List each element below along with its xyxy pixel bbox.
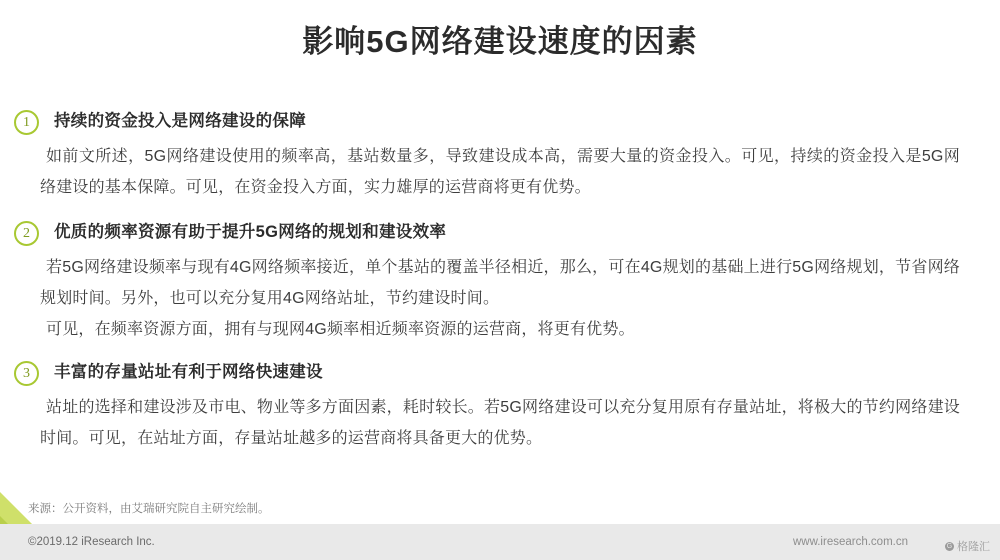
footer-website: www.iresearch.com.cn (792, 536, 908, 548)
item-number-badge: 2 (14, 221, 39, 246)
item-paragraph: 若5G网络建设频率与现有4G网络频率接近，单个基站的覆盖半径相近，那么，可在4G规划的基础上进行5G网络规划，节省网络规划时间。另外，也可以充分复用4G网络站址，节约建设时间。 (40, 259, 960, 307)
list-item (0, 359, 1000, 454)
list-item (0, 219, 1000, 345)
item-number-badge: 3 (14, 361, 39, 386)
item-heading: 丰富的存量站址有利于网络快速建设 (54, 363, 323, 381)
footer-copyright: ©2019.12 iResearch Inc. (28, 536, 155, 548)
watermark-logo-icon: G (946, 542, 953, 550)
item-heading: 优质的频率资源有助于提升5G网络的规划和建设效率 (54, 223, 447, 241)
item-paragraph: 可见，在频率资源方面，拥有与现网4G频率相近频率资源的运营商，将更有优势。 (46, 321, 635, 338)
item-heading: 持续的资金投入是网络建设的保障 (54, 112, 306, 130)
item-paragraph: 如前文所述，5G网络建设使用的频率高，基站数量多，导致建设成本高，需要大量的资金投入。可见，持续的资金投入是5G网络建设的基本保障。可见，在资金投入方面，实力雄厚的运营商将更有优势。 (40, 148, 960, 196)
source-note: 来源：公开资料，由艾瑞研究院自主研究绘制。 (28, 503, 270, 515)
page-title: 影响5G网络建设速度的因素 (302, 24, 698, 59)
item-paragraph: 站址的选择和建设涉及市电、物业等多方面因素，耗时较长。若5G网络建设可以充分复用原有存量站址，将极大的节约网络建设时间。可见，在站址方面，存量站址越多的运营商将具备更大的优势。 (40, 399, 960, 447)
content-area (0, 108, 1000, 462)
list-item (0, 108, 1000, 203)
item-number-badge: 1 (14, 110, 39, 135)
watermark-label: 格隆汇 (957, 541, 990, 553)
watermark (945, 538, 990, 554)
